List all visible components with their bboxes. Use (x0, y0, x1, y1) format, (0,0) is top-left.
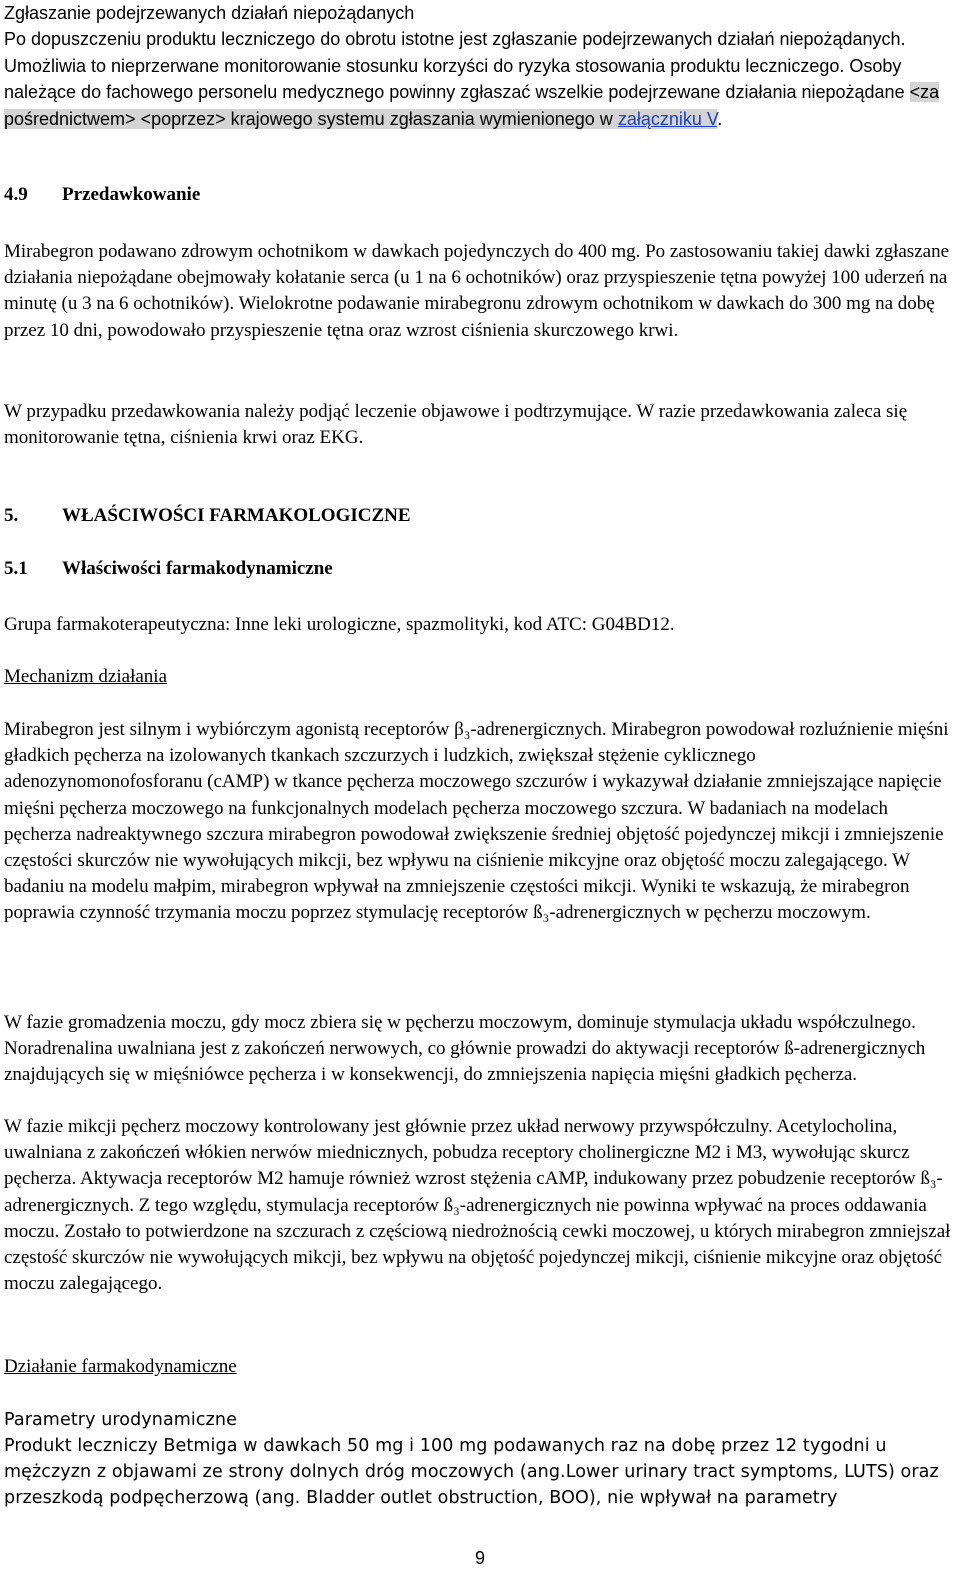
adverse-reporting-title: Zgłaszanie podejrzewanych działań niepożądanych (4, 3, 415, 23)
highlight-text: <za pośrednictwem> <poprzez> krajowego systemu zgłaszania wymienionego w (4, 82, 940, 129)
mechanism-paragraph-3: W fazie mikcji pęcherz moczowy kontrolowany jest głównie przez układ nerwowy przywspółczulny. Acetylocholina, uwalniana z zakończeń włókien nerwów miednicznych, pobudza receptory cholinergiczne M2 i M3, wywołując skurcz pęcherza. Aktywacja receptorów M2 hamuje również wzrost stężenia cAMP, indukowany przez pobudzenie receptorów ß₃-adrenergicznych. Z tego względu, stymulacja receptorów ß₃-adrenergicznych nie powinna wpływać na proces oddawania moczu. Zostało to potwierdzone na szczurach z częściową niedrożnością cewki moczowej, u których mirabegron zmniejszał częstość skurczów nie wywołujących mikcji, bez wpływu na objętość pojedynczej mikcji, ciśnienie mikcyjne oraz objętość moczu zalegającego. (4, 1116, 951, 1295)
adverse-reporting-text (4, 26, 952, 132)
heading-title: Przedawkowanie (62, 184, 201, 205)
pharmacotherapeutic-group: Grupa farmakoterapeutyczna: Inne leki urologiczne, spazmolityki, kod ATC: G04BD12. (4, 614, 675, 635)
page-number: 9 (474, 1548, 485, 1568)
annex-v-link[interactable]: załączniku V (617, 108, 718, 129)
heading-number: 4.9 (4, 184, 28, 205)
heading-title: WŁAŚCIWOŚCI FARMAKOLOGICZNE (62, 505, 411, 526)
urodynamic-paragraph: Produkt leczniczy Betmiga w dawkach 50 mg i 100 mg podawanych raz na dobę przez 12 tygodni u mężczyzn z objawami ze strony dolnych dróg moczowych (ang.Lower urinary tract symptoms, LUTS) oraz przeszkodą podpęcherzową (ang. Bladder outlet obstruction, BOO), nie wpływał na parametry (4, 1436, 939, 1508)
adverse-reporting-section (4, 0, 952, 132)
mechanism-paragraph-2: W fazie gromadzenia moczu, gdy mocz zbiera się w pęcherzu moczowym, dominuje stymulacja układu współczulnego. Noradrenalina uwalniana jest z zakończeń nerwowych, co głównie prowadzi do aktywacji receptorów ß-adrenergicznych znajdujących się w mięśniówce pęcherza i w konsekwencji, do zmniejszenia napięcia mięśni gładkich pęcherza. (4, 1012, 926, 1086)
heading-5 (4, 505, 411, 527)
heading-number: 5. (4, 505, 19, 526)
heading-title: Właściwości farmakodynamiczne (62, 558, 333, 579)
mechanism-paragraph-1: Mirabegron jest silnym i wybiórczym agonistą receptorów β₃-adrenergicznych. Mirabegron powodował rozluźnienie mięśni gładkich pęcherza na izolowanych tkankach szczurzych i ludzkich, zwiększał stężenie cyklicznego adenozynomonofosforanu (cAMP) w tkance pęcherza moczowego szczurów i wykazywał działanie zmniejszające napięcie mięśni pęcherza moczowego na funkcjonalnych modelach pęcherza moczowego szczura. W badaniach na modelach pęcherza nadreaktywnego szczura mirabegron powodował zwiększenie średniej objętość pojedynczej mikcji i zmniejszenie częstości skurczów nie wywołujących mikcji, bez wpływu na ciśnienie mikcyjne oraz objętość moczu zalegającego. W badaniu na modelu małpim, mirabegron wpływał na zmniejszenie częstości mikcji. Wyniki te wskazują, że mirabegron poprawia czynność trzymania moczu poprzez stymulację receptorów ß₃-adrenergicznych w pęcherzu moczowym. (4, 719, 949, 924)
urodynamic-heading: Parametry urodynamiczne (4, 1410, 237, 1430)
pharmacodynamic-effects-heading: Działanie farmakodynamiczne (4, 1356, 237, 1377)
heading-number: 5.1 (4, 558, 28, 579)
heading-4-9 (4, 184, 200, 206)
overdose-paragraph-2: W przypadku przedawkowania należy podjąć leczenie objawowe i podtrzymujące. W razie przedawkowania zaleca się monitorowanie tętna, ciśnienia krwi oraz EKG. (4, 401, 908, 449)
sentence-end: . (717, 108, 723, 129)
adverse-reporting-body: Po dopuszczeniu produktu leczniczego do obrotu istotne jest zgłaszanie podejrzewanych działań niepożądanych. Umożliwia to nieprzerwane monitorowanie stosunku korzyści do ryzyka stosowania produktu leczniczego. Osoby należące do fachowego personelu medycznego powinny zgłaszać wszelkie podejrzewane działania niepożądane (4, 29, 910, 102)
mechanism-heading: Mechanizm działania (4, 666, 168, 687)
overdose-paragraph-1: Mirabegron podawano zdrowym ochotnikom w dawkach pojedynczych do 400 mg. Po zastosowaniu takiej dawki zgłaszane działania niepożądane obejmowały kołatanie serca (u 1 na 6 ochotników) oraz przyspieszenie tętna powyżej 100 uderzeń na minutę (u 3 na 6 ochotników). Wielokrotne podawanie mirabegronu zdrowym ochotnikom w dawkach do 300 mg na dobę przez 10 dni, powodowało przyspieszenie tętna oraz wzrost ciśnienia skurczowego krwi. (4, 241, 949, 341)
heading-5-1 (4, 558, 333, 580)
